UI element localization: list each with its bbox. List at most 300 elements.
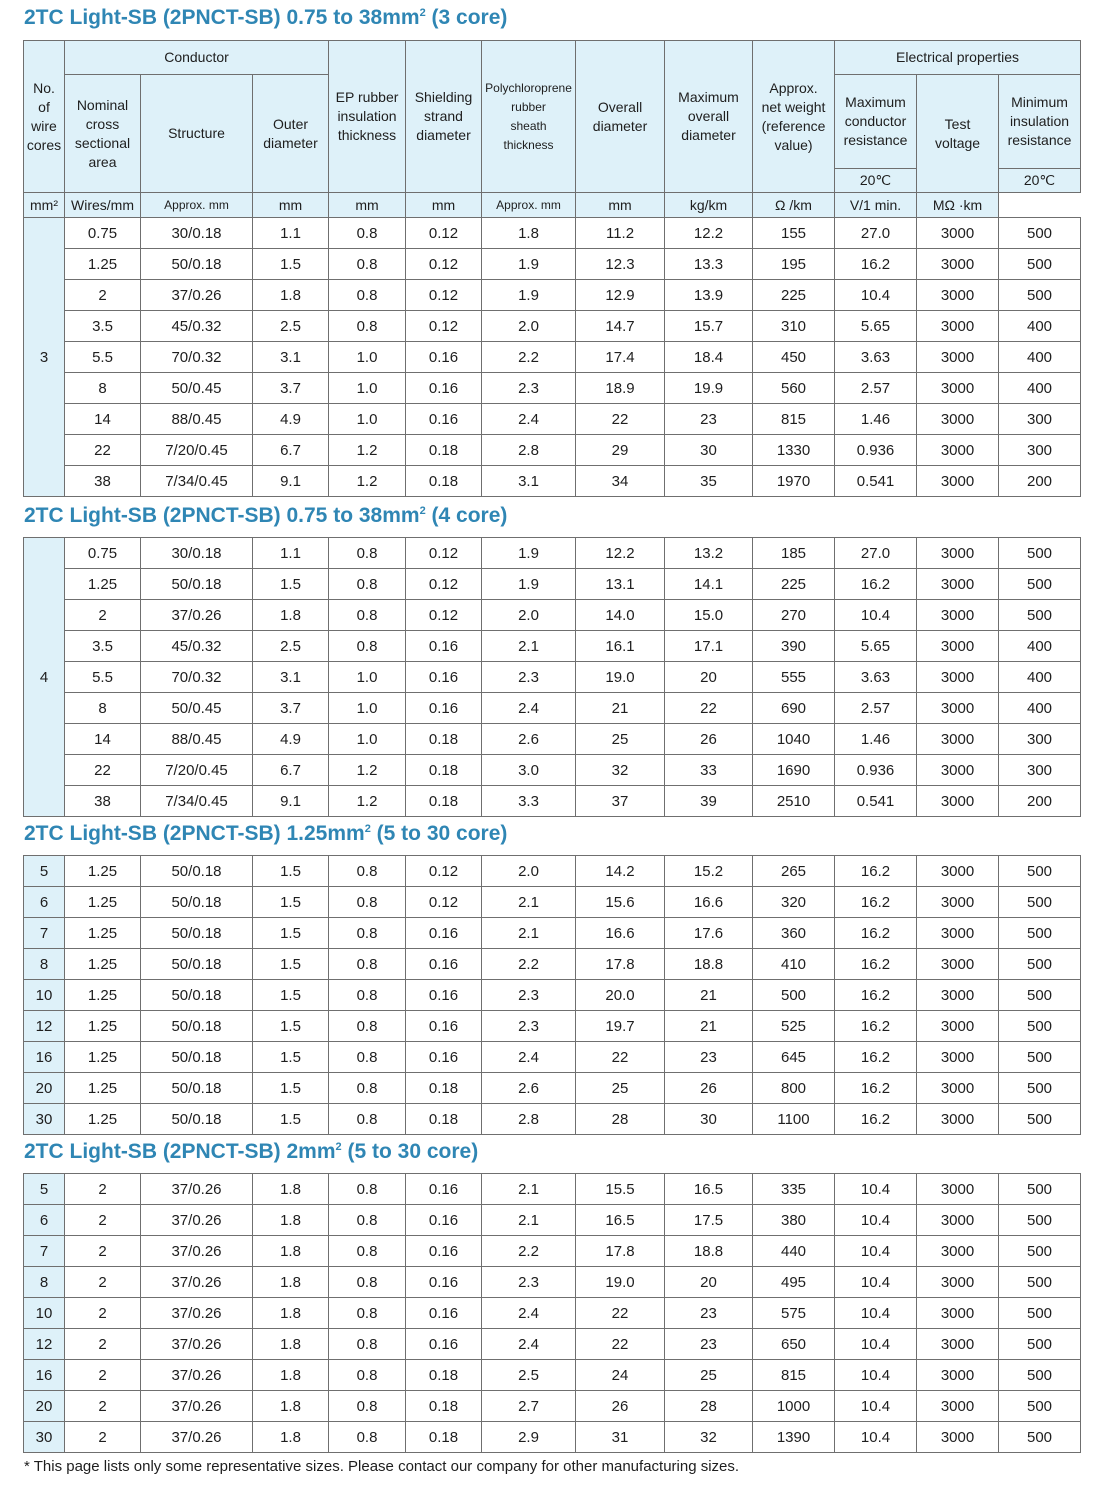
table-cell: 10 (24, 980, 65, 1011)
table-cell: 21 (665, 980, 753, 1011)
table-row (24, 218, 1081, 249)
header-electrical-properties: Electrical properties (835, 41, 1081, 75)
table-cell: 37/0.26 (141, 1329, 253, 1360)
table-cell: 1000 (753, 1391, 835, 1422)
table-cell: 0.8 (329, 980, 406, 1011)
table-cell: 8 (65, 693, 141, 724)
table-cell: 2.7 (482, 1391, 576, 1422)
header-cores: No. of wire cores (24, 41, 65, 193)
table-cell: 37/0.26 (141, 1422, 253, 1453)
table-cell: 1.8 (253, 1298, 329, 1329)
table-cell: 1.5 (253, 1104, 329, 1135)
table-row (24, 1104, 1081, 1135)
table-cell: 1.9 (482, 249, 576, 280)
table-cell: 2 (65, 1329, 141, 1360)
table-cell: 1.9 (482, 569, 576, 600)
table-cell: 23 (665, 1042, 753, 1073)
table-cell: 400 (999, 311, 1081, 342)
table-cell: 14.7 (576, 311, 665, 342)
table-cell: 1390 (753, 1422, 835, 1453)
table-cell: 0.8 (329, 1360, 406, 1391)
table-cell: 3000 (917, 538, 999, 569)
table-cell: 0.16 (406, 693, 482, 724)
table-cell: 0.18 (406, 1422, 482, 1453)
table-cell: 1.8 (253, 600, 329, 631)
table-cell: 0.75 (65, 538, 141, 569)
table-cell: 3000 (917, 755, 999, 786)
table-row (24, 1422, 1081, 1453)
table-cell: 0.12 (406, 218, 482, 249)
table-cell: 3.1 (482, 466, 576, 497)
table-cell: 16.2 (835, 249, 917, 280)
table-cell: 0.16 (406, 918, 482, 949)
table-cell: 3.7 (253, 693, 329, 724)
table-row (24, 949, 1081, 980)
table-cell: 1.0 (329, 342, 406, 373)
table-cell: 45/0.32 (141, 631, 253, 662)
header-overall-diameter: Overall diameter (576, 41, 665, 193)
table-cell: 1.2 (329, 466, 406, 497)
table-cell: 1.2 (329, 755, 406, 786)
table-cell: 2 (65, 1205, 141, 1236)
table-cell: 3000 (917, 1267, 999, 1298)
table-cell: 2.0 (482, 311, 576, 342)
table-cell: 26 (665, 724, 753, 755)
table-cell: 29 (576, 435, 665, 466)
table-cell: 650 (753, 1329, 835, 1360)
table-row (24, 693, 1081, 724)
table-cell: 3000 (917, 631, 999, 662)
table-cell: 1.5 (253, 980, 329, 1011)
table-cell: 500 (999, 887, 1081, 918)
table-row (24, 887, 1081, 918)
table-cell: 450 (753, 342, 835, 373)
table-cell: 16.5 (665, 1174, 753, 1205)
table-cell: 410 (753, 949, 835, 980)
table-cell: 1.8 (253, 1422, 329, 1453)
table-row (24, 569, 1081, 600)
table-cell: 8 (24, 949, 65, 980)
table-cell: 13.9 (665, 280, 753, 311)
table-cell: 1.5 (253, 918, 329, 949)
table-cell: 19.9 (665, 373, 753, 404)
table-cell: 1040 (753, 724, 835, 755)
table-cell: 500 (999, 918, 1081, 949)
table-cell: 10.4 (835, 1174, 917, 1205)
table-cell: 1970 (753, 466, 835, 497)
table-cell: 12.2 (665, 218, 753, 249)
header-temp-resistance: 20℃ (835, 169, 917, 193)
table-cell: 500 (999, 1073, 1081, 1104)
table-cell: 37/0.26 (141, 1174, 253, 1205)
table-cell: 22 (576, 1042, 665, 1073)
table-cell: 0.12 (406, 538, 482, 569)
table-cell: 560 (753, 373, 835, 404)
table-cell: 20.0 (576, 980, 665, 1011)
table-cell: 5 (24, 1174, 65, 1205)
table-cell: 0.16 (406, 1236, 482, 1267)
table-cell: 10 (24, 1298, 65, 1329)
unit-header: mm (406, 193, 482, 218)
table-cell: 5.65 (835, 631, 917, 662)
table-cell: 0.16 (406, 1267, 482, 1298)
table-cell: 21 (665, 1011, 753, 1042)
table-cell: 16.2 (835, 980, 917, 1011)
table-cell: 18.8 (665, 949, 753, 980)
table-cell: 16.2 (835, 1042, 917, 1073)
table-cell: 0.16 (406, 404, 482, 435)
table-cell: 2.1 (482, 1174, 576, 1205)
table-cell: 2.5 (253, 631, 329, 662)
table-cell: 3000 (917, 1391, 999, 1422)
table-cell: 16.2 (835, 856, 917, 887)
section-title-1-25mm: 2TC Light-SB (2PNCT-SB) $1.25mm^2$ (5 to 30 core) (24, 822, 508, 845)
table-cell: 300 (999, 404, 1081, 435)
table-cell: 0.541 (835, 466, 917, 497)
table-cell: 30/0.18 (141, 218, 253, 249)
table-cell: 500 (999, 1205, 1081, 1236)
table-cell: 270 (753, 600, 835, 631)
table-cell: 575 (753, 1298, 835, 1329)
table-row (24, 342, 1081, 373)
table-cell: 20 (24, 1073, 65, 1104)
table-cell: 2.3 (482, 662, 576, 693)
table-cell: 0.16 (406, 1042, 482, 1073)
table-cell: 0.18 (406, 466, 482, 497)
table-cell: 2.1 (482, 1205, 576, 1236)
table-cell: 0.8 (329, 856, 406, 887)
table-cell: 0.8 (329, 600, 406, 631)
table-cell: 815 (753, 1360, 835, 1391)
table-row (24, 435, 1081, 466)
table-cell: 13.2 (665, 538, 753, 569)
table-cell: 400 (999, 342, 1081, 373)
table-cell: 0.18 (406, 724, 482, 755)
table-cell: 0.8 (329, 1073, 406, 1104)
table-cell: 3000 (917, 311, 999, 342)
table-cell: 2.6 (482, 724, 576, 755)
table-cell: 400 (999, 662, 1081, 693)
table-cell: 2 (65, 1174, 141, 1205)
table-cell: 38 (65, 786, 141, 817)
unit-header: mm (576, 193, 665, 218)
table-cell: 800 (753, 1073, 835, 1104)
table-cell: 500 (999, 1104, 1081, 1135)
table-cell: 18.4 (665, 342, 753, 373)
table-row (24, 1042, 1081, 1073)
table-cell: 16.2 (835, 569, 917, 600)
table-cell: 70/0.32 (141, 662, 253, 693)
table-cell: 18.9 (576, 373, 665, 404)
header-sheath: Polychloroprene rubber sheath thickness (482, 41, 576, 193)
table-cell: 0.12 (406, 569, 482, 600)
table-cell: 0.8 (329, 1422, 406, 1453)
table-cell: 0.12 (406, 600, 482, 631)
table-cell: 37/0.26 (141, 1236, 253, 1267)
table-cell: 500 (999, 569, 1081, 600)
table-cell: 3000 (917, 887, 999, 918)
table-cell: 8 (24, 1267, 65, 1298)
table-cell: 14 (65, 724, 141, 755)
table-row (24, 1391, 1081, 1422)
table-cell: 1.5 (253, 249, 329, 280)
table-cell: 500 (999, 1267, 1081, 1298)
table-cell: 3000 (917, 693, 999, 724)
table-cell: 2 (65, 1267, 141, 1298)
table-cell: 0.541 (835, 786, 917, 817)
table-cell: 20 (24, 1391, 65, 1422)
table-cell: 2.5 (253, 311, 329, 342)
table-cell: 11.2 (576, 218, 665, 249)
table-cell: 50/0.18 (141, 1011, 253, 1042)
wire-cores-cell: 4 (24, 538, 65, 817)
table-cell: 37/0.26 (141, 600, 253, 631)
table-cell: 28 (576, 1104, 665, 1135)
table-cell: 50/0.45 (141, 373, 253, 404)
table-cell: 2.3 (482, 373, 576, 404)
table-row (24, 724, 1081, 755)
table-row (24, 538, 1081, 569)
table-cell: 3000 (917, 1104, 999, 1135)
table-cell: 3000 (917, 373, 999, 404)
table-row (24, 1329, 1081, 1360)
table-cell: 1.1 (253, 538, 329, 569)
table-cell: 3000 (917, 1011, 999, 1042)
table-cell: 25 (576, 1073, 665, 1104)
table-cell: 3000 (917, 1174, 999, 1205)
unit-header: Wires/mm (65, 193, 141, 218)
table-cell: 50/0.18 (141, 949, 253, 980)
table-cell: 1.1 (253, 218, 329, 249)
table-cell: 3.0 (482, 755, 576, 786)
table-cell: 495 (753, 1267, 835, 1298)
table-cell: 50/0.18 (141, 569, 253, 600)
table-cell: 1.0 (329, 373, 406, 404)
table-cell: 0.8 (329, 1104, 406, 1135)
footnote: * This page lists only some representative sizes. Please contact our company for other manufacturing sizes. (24, 1458, 740, 1475)
table-cell: 1.25 (65, 1042, 141, 1073)
unit-header: mm (329, 193, 406, 218)
table-cell: 18.8 (665, 1236, 753, 1267)
table-cell: 0.8 (329, 631, 406, 662)
table-cell: 2.57 (835, 693, 917, 724)
table-cell: 2.2 (482, 1236, 576, 1267)
table-cell: 3000 (917, 724, 999, 755)
section-title-4-core: 2TC Light-SB (2PNCT-SB) 0.75 to $38mm^2$ (4 core) (24, 504, 508, 527)
unit-header: kg/km (665, 193, 753, 218)
table-row (24, 918, 1081, 949)
table-cell: 2 (65, 1360, 141, 1391)
table-cell: 3000 (917, 856, 999, 887)
table-cell: 7/34/0.45 (141, 466, 253, 497)
table-cell: 3000 (917, 786, 999, 817)
table-cell: 225 (753, 280, 835, 311)
table-cell: 1.8 (253, 1205, 329, 1236)
table-cell: 1.25 (65, 949, 141, 980)
table-cell: 0.16 (406, 1205, 482, 1236)
table-cell: 14 (65, 404, 141, 435)
table-cell: 2.4 (482, 404, 576, 435)
table-cell: 1.25 (65, 1073, 141, 1104)
table-cell: 0.8 (329, 538, 406, 569)
table-cell: 10.4 (835, 1360, 917, 1391)
table-cell: 14.2 (576, 856, 665, 887)
table-cell: 400 (999, 693, 1081, 724)
table-cell: 22 (665, 693, 753, 724)
table-cell: 16.6 (576, 918, 665, 949)
table-cell: 3000 (917, 466, 999, 497)
table-cell: 9.1 (253, 786, 329, 817)
table-cell: 22 (65, 435, 141, 466)
table-cell: 2.8 (482, 435, 576, 466)
table-cell: 6.7 (253, 755, 329, 786)
table-cell: 88/0.45 (141, 404, 253, 435)
table-cell: 15.2 (665, 856, 753, 887)
table-cell: 20 (665, 1267, 753, 1298)
table-cell: 1.25 (65, 569, 141, 600)
table-cell: 1.9 (482, 280, 576, 311)
table-row (24, 404, 1081, 435)
table-row (24, 1073, 1081, 1104)
table-cell: 30 (24, 1422, 65, 1453)
table-cell: 0.12 (406, 311, 482, 342)
table-cell: 1.25 (65, 1011, 141, 1042)
table-cell: 2.3 (482, 1267, 576, 1298)
table-cell: 2.3 (482, 980, 576, 1011)
table-cell: 2.9 (482, 1422, 576, 1453)
table-cell: 17.8 (576, 949, 665, 980)
table-cell: 0.8 (329, 1205, 406, 1236)
table-cell: 16.2 (835, 1104, 917, 1135)
table-cell: 16.2 (835, 918, 917, 949)
table-cell: 30 (24, 1104, 65, 1135)
table-cell: 1.0 (329, 693, 406, 724)
table-cell: 2.4 (482, 1042, 576, 1073)
spec-table-2mm (23, 1173, 1081, 1453)
table-cell: 3000 (917, 342, 999, 373)
table-cell: 500 (999, 600, 1081, 631)
table-cell: 10.4 (835, 600, 917, 631)
header-test-voltage: Test voltage (917, 75, 999, 193)
table-cell: 6.7 (253, 435, 329, 466)
table-cell: 5 (24, 856, 65, 887)
table-cell: 19.0 (576, 1267, 665, 1298)
table-cell: 360 (753, 918, 835, 949)
table-cell: 1.8 (253, 1174, 329, 1205)
table-cell: 225 (753, 569, 835, 600)
table-cell: 35 (665, 466, 753, 497)
table-cell: 13.3 (665, 249, 753, 280)
table-cell: 3000 (917, 662, 999, 693)
table-cell: 1.2 (329, 786, 406, 817)
table-cell: 50/0.18 (141, 249, 253, 280)
table-cell: 23 (665, 1298, 753, 1329)
section-title-2mm: 2TC Light-SB (2PNCT-SB) $2mm^2$ (5 to 30 core) (24, 1140, 479, 1163)
table-cell: 3000 (917, 949, 999, 980)
table-cell: 37/0.26 (141, 1205, 253, 1236)
table-cell: 0.936 (835, 435, 917, 466)
table-cell: 7/20/0.45 (141, 435, 253, 466)
table-cell: 26 (665, 1073, 753, 1104)
table-cell: 0.8 (329, 1298, 406, 1329)
table-cell: 10.4 (835, 1391, 917, 1422)
table-cell: 2.6 (482, 1073, 576, 1104)
table-cell: 300 (999, 724, 1081, 755)
table-cell: 1.25 (65, 1104, 141, 1135)
table-cell: 0.8 (329, 249, 406, 280)
table-row (24, 631, 1081, 662)
table-row (24, 1267, 1081, 1298)
table-cell: 16 (24, 1042, 65, 1073)
table-cell: 37 (576, 786, 665, 817)
table-cell: 0.8 (329, 887, 406, 918)
table-row (24, 662, 1081, 693)
table-cell: 2 (65, 1236, 141, 1267)
table-cell: 12 (24, 1329, 65, 1360)
table-row (24, 600, 1081, 631)
table-cell: 16.2 (835, 1011, 917, 1042)
table-cell: 70/0.32 (141, 342, 253, 373)
table-row (24, 373, 1081, 404)
table-cell: 14.1 (665, 569, 753, 600)
table-cell: 2.0 (482, 600, 576, 631)
header-temp-insulation: 20℃ (999, 169, 1081, 193)
table-cell: 16.1 (576, 631, 665, 662)
table-cell: 50/0.18 (141, 1073, 253, 1104)
table-cell: 3.7 (253, 373, 329, 404)
table-cell: 0.75 (65, 218, 141, 249)
table-cell: 22 (576, 1298, 665, 1329)
table-cell: 2.1 (482, 887, 576, 918)
table-cell: 2.8 (482, 1104, 576, 1135)
table-cell: 3000 (917, 1205, 999, 1236)
table-cell: 10.4 (835, 1205, 917, 1236)
table-cell: 500 (999, 980, 1081, 1011)
table-cell: 0.16 (406, 1298, 482, 1329)
table-cell: 1.25 (65, 918, 141, 949)
table-cell: 200 (999, 786, 1081, 817)
table-cell: 25 (665, 1360, 753, 1391)
table-cell: 19.0 (576, 662, 665, 693)
table-cell: 0.936 (835, 755, 917, 786)
table-row (24, 980, 1081, 1011)
table-cell: 1.8 (253, 1236, 329, 1267)
table-cell: 19.7 (576, 1011, 665, 1042)
table-cell: 0.16 (406, 949, 482, 980)
table-cell: 0.16 (406, 662, 482, 693)
header-max-resistance: Maximum conductor resistance (835, 75, 917, 169)
table-cell: 500 (999, 1174, 1081, 1205)
table-cell: 0.18 (406, 435, 482, 466)
header-net-weight: Approx. net weight (reference value) (753, 41, 835, 193)
table-cell: 1.9 (482, 538, 576, 569)
header-conductor: Conductor (65, 41, 329, 75)
table-cell: 0.8 (329, 918, 406, 949)
table-cell: 31 (576, 1422, 665, 1453)
table-cell: 0.12 (406, 249, 482, 280)
table-cell: 2.4 (482, 693, 576, 724)
table-cell: 1.5 (253, 569, 329, 600)
table-cell: 0.8 (329, 218, 406, 249)
table-cell: 2 (65, 1298, 141, 1329)
table-cell: 1.5 (253, 856, 329, 887)
table-cell: 0.8 (329, 280, 406, 311)
table-cell: 27.0 (835, 218, 917, 249)
table-cell: 16.2 (835, 1073, 917, 1104)
table-row (24, 1174, 1081, 1205)
table-cell: 0.8 (329, 1236, 406, 1267)
table-cell: 6 (24, 887, 65, 918)
